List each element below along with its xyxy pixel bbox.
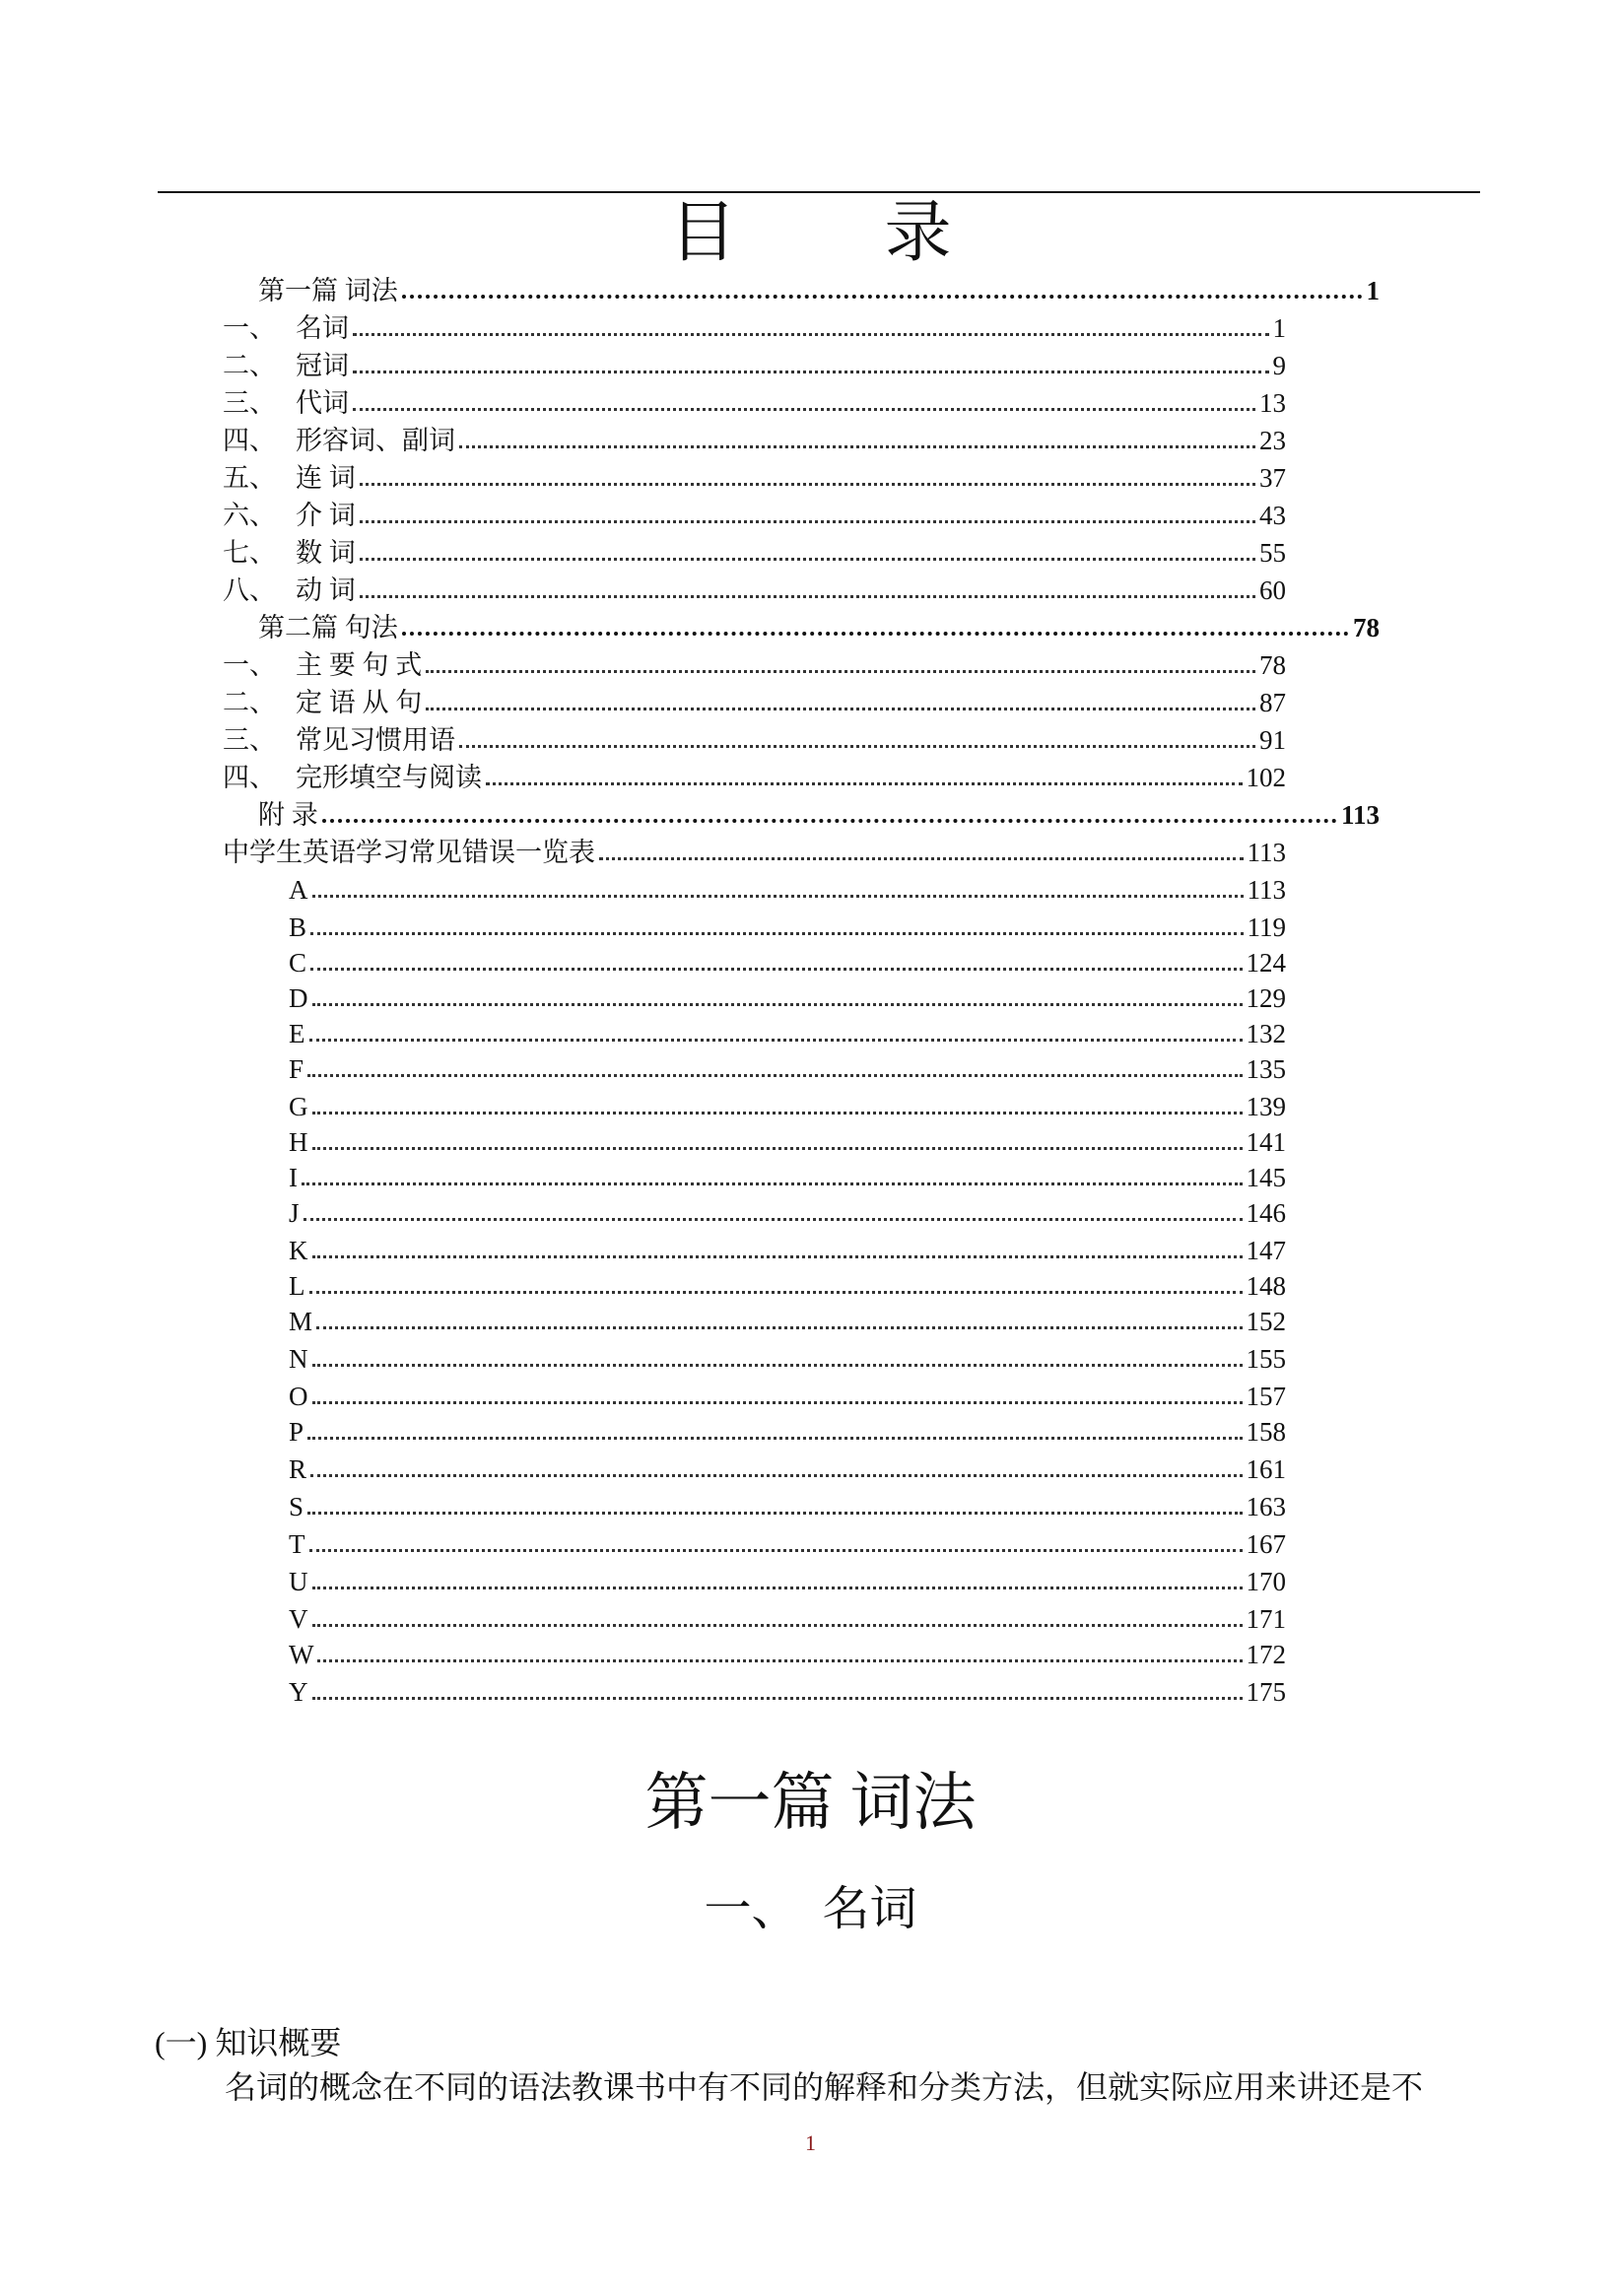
- toc-entry-page: 175: [1246, 1677, 1286, 1707]
- toc-dot-leader: [307, 1437, 1242, 1440]
- toc-entry-page: 87: [1259, 688, 1286, 717]
- toc-dot-leader: [360, 595, 1255, 598]
- toc-entry[interactable]: [223, 836, 1286, 869]
- toc-entry[interactable]: [289, 1125, 1286, 1159]
- toc-entry-label: A: [289, 875, 308, 905]
- toc-entry-label: E: [289, 1019, 305, 1048]
- toc-entry-label: G: [289, 1092, 308, 1121]
- toc-entry[interactable]: [223, 499, 1286, 532]
- toc-entry-page: 78: [1259, 650, 1286, 680]
- toc-entry[interactable]: [289, 1161, 1286, 1194]
- toc-entry[interactable]: [223, 723, 1286, 757]
- toc-entry-page: 147: [1246, 1236, 1286, 1265]
- toc-dot-leader: [304, 1218, 1243, 1221]
- toc-entry[interactable]: [289, 1675, 1286, 1709]
- toc-entry[interactable]: [223, 574, 1286, 607]
- toc-entry-number: 二、: [223, 351, 276, 380]
- toc-entry-page: 119: [1247, 912, 1286, 942]
- toc-entry-number: 一、: [223, 313, 276, 343]
- toc-dot-leader: [309, 1549, 1243, 1552]
- toc-entry[interactable]: [289, 1196, 1286, 1230]
- toc-entry-label: 附 录: [258, 800, 318, 830]
- toc-entry-page: 170: [1246, 1567, 1286, 1596]
- toc-entry-page: 43: [1259, 501, 1286, 530]
- toc-entry-label: 定 语 从 句: [296, 688, 423, 717]
- toc-entry-page: 1: [1366, 276, 1380, 305]
- toc-entry-page: 23: [1259, 426, 1286, 455]
- toc-dot-leader: [312, 895, 1244, 898]
- toc-entry-number: 四、: [223, 763, 276, 792]
- toc-dot-leader: [353, 371, 1269, 373]
- toc-entry-label: 动 词: [296, 575, 356, 605]
- toc-dot-leader: [310, 1474, 1242, 1477]
- toc-entry-label: 代词: [296, 388, 349, 418]
- toc-entry-page: 37: [1259, 463, 1286, 493]
- toc-entry-label: O: [289, 1382, 308, 1411]
- toc-entry-label: K: [289, 1236, 308, 1265]
- toc-dot-leader: [310, 932, 1243, 935]
- toc-title-char-2: 录: [884, 195, 952, 270]
- page-number: 1: [805, 2130, 816, 2155]
- toc-entry-label: 形容词、副词: [296, 426, 455, 455]
- toc-dot-leader: [312, 1401, 1243, 1404]
- toc-dot-leader: [426, 670, 1255, 673]
- toc-entry-page: 171: [1246, 1604, 1286, 1634]
- toc-dot-leader: [307, 1074, 1242, 1077]
- toc-entry[interactable]: [289, 946, 1286, 979]
- toc-entry-label: 第一篇 词法: [258, 276, 398, 305]
- toc-dot-leader: [312, 1003, 1243, 1006]
- toc-dot-leader: [599, 857, 1244, 860]
- toc-entry[interactable]: [289, 1602, 1286, 1636]
- toc-entry-label: I: [289, 1163, 298, 1192]
- toc-entry-page: 60: [1259, 575, 1286, 605]
- toc-entry[interactable]: [289, 1342, 1286, 1376]
- toc-entry-label: L: [289, 1271, 305, 1301]
- toc-entry-page: 145: [1246, 1163, 1286, 1192]
- toc-dot-leader: [312, 1624, 1243, 1627]
- toc-entry[interactable]: [223, 386, 1286, 420]
- toc-dot-leader: [312, 1255, 1243, 1258]
- toc-dot-leader: [360, 520, 1255, 523]
- toc-entry[interactable]: [289, 1415, 1286, 1449]
- toc-entry-label: P: [289, 1417, 304, 1447]
- toc-entry[interactable]: [289, 1269, 1286, 1303]
- toc-entry-page: 172: [1246, 1640, 1286, 1669]
- toc-entry-page: 113: [1247, 838, 1286, 867]
- toc-entry-page: 146: [1246, 1198, 1286, 1228]
- toc-entry[interactable]: [223, 686, 1286, 719]
- toc-entry-page: 102: [1246, 763, 1286, 792]
- toc-entry-label: U: [289, 1567, 308, 1596]
- toc-entry-label: 中学生英语学习常见错误一览表: [223, 838, 595, 867]
- toc-entry-number: 五、: [223, 463, 276, 493]
- toc-title-char-1: 目: [669, 195, 737, 270]
- toc-dot-leader: [312, 1147, 1243, 1150]
- toc-entry-page: 129: [1246, 983, 1286, 1013]
- toc-dot-leader: [360, 483, 1255, 486]
- toc-entry[interactable]: [289, 1452, 1286, 1486]
- toc-dot-leader: [307, 1512, 1242, 1515]
- toc-entry[interactable]: [289, 1380, 1286, 1413]
- toc-dot-leader: [322, 819, 1337, 823]
- toc-dot-leader: [353, 408, 1255, 411]
- toc-dot-leader: [317, 1659, 1242, 1662]
- toc-entry-page: 139: [1246, 1092, 1286, 1121]
- toc-entry[interactable]: [289, 1090, 1286, 1123]
- toc-entry[interactable]: [223, 761, 1286, 794]
- toc-entry-page: 113: [1340, 800, 1380, 830]
- toc-entry-page: 152: [1246, 1307, 1286, 1336]
- toc-dot-leader: [312, 1587, 1243, 1589]
- toc-entry-label: M: [289, 1307, 313, 1336]
- toc-entry-page: 157: [1246, 1382, 1286, 1411]
- chapter-heading: 一、 名词: [704, 1883, 917, 1935]
- toc-dot-leader: [312, 1697, 1243, 1700]
- toc-dot-leader: [360, 558, 1255, 561]
- toc-entry-label: D: [289, 983, 308, 1013]
- toc-entry[interactable]: [289, 981, 1286, 1015]
- toc-dot-leader: [309, 1291, 1243, 1294]
- toc-entry-label: S: [289, 1492, 304, 1521]
- toc-entry-label: W: [289, 1640, 314, 1669]
- toc-entry-number: 六、: [223, 501, 276, 530]
- toc-entry[interactable]: [258, 798, 1380, 832]
- toc-entry-label: B: [289, 912, 307, 942]
- toc-entry-label: 名词: [296, 313, 349, 343]
- toc-entry-label: 主 要 句 式: [296, 650, 423, 680]
- section-heading: (一) 知识概要: [155, 2025, 342, 2060]
- toc-entry[interactable]: [289, 1490, 1286, 1523]
- toc-entry-label: J: [289, 1198, 300, 1228]
- toc-entry-page: 135: [1246, 1054, 1286, 1084]
- toc-entry-page: 161: [1246, 1454, 1286, 1484]
- toc-entry[interactable]: [223, 648, 1286, 682]
- toc-entry[interactable]: [289, 1305, 1286, 1338]
- toc-entry-label: 数 词: [296, 538, 356, 568]
- toc-entry-label: F: [289, 1054, 304, 1084]
- toc-dot-leader: [310, 968, 1242, 971]
- toc-entry[interactable]: [289, 1527, 1286, 1561]
- body-paragraph: 名词的概念在不同的语法教课书中有不同的解释和分类方法，但就实际应用来讲还是不: [225, 2069, 1424, 2105]
- toc-entry-number: 二、: [223, 688, 276, 717]
- toc-entry[interactable]: [289, 1638, 1286, 1671]
- toc-entry-page: 132: [1246, 1019, 1286, 1048]
- toc-entry-label: 连 词: [296, 463, 356, 493]
- toc-dot-leader: [459, 745, 1255, 748]
- toc-entry-page: 1: [1272, 313, 1286, 343]
- toc-entry[interactable]: [258, 274, 1380, 307]
- toc-entry-label: C: [289, 948, 307, 978]
- toc-dot-leader: [316, 1326, 1242, 1329]
- toc-entry[interactable]: [289, 911, 1286, 944]
- toc-entry-label: R: [289, 1454, 307, 1484]
- toc-entry-label: 介 词: [296, 501, 356, 530]
- toc-dot-leader: [402, 632, 1349, 636]
- toc-dot-leader: [486, 782, 1243, 785]
- toc-entry-label: 常见习惯用语: [296, 725, 455, 755]
- toc-entry[interactable]: [289, 1565, 1286, 1598]
- toc-entry[interactable]: [223, 349, 1286, 382]
- toc-entry[interactable]: [223, 461, 1286, 495]
- toc-entry[interactable]: [258, 611, 1380, 644]
- toc-entry-page: 78: [1353, 613, 1380, 642]
- toc-dot-leader: [459, 445, 1255, 448]
- toc-dot-leader: [426, 708, 1255, 710]
- toc-entry[interactable]: [289, 873, 1286, 907]
- toc-entry[interactable]: [223, 311, 1286, 345]
- toc-entry-label: 完形填空与阅读: [296, 763, 482, 792]
- toc-entry-number: 七、: [223, 538, 276, 568]
- toc-entry-number: 一、: [223, 650, 276, 680]
- toc-entry-page: 163: [1246, 1492, 1286, 1521]
- toc-entry-label: H: [289, 1127, 308, 1157]
- toc-dot-leader: [302, 1182, 1243, 1185]
- toc-entry[interactable]: [289, 1017, 1286, 1050]
- toc-entry-number: 三、: [223, 725, 276, 755]
- toc-dot-leader: [312, 1112, 1243, 1114]
- toc-dot-leader: [353, 333, 1269, 336]
- toc-entry[interactable]: [223, 424, 1286, 457]
- toc-entry-page: 91: [1259, 725, 1286, 755]
- toc-entry-page: 167: [1246, 1529, 1286, 1559]
- toc-dot-leader: [312, 1364, 1243, 1367]
- toc-entry[interactable]: [289, 1052, 1286, 1086]
- part-heading: 第一篇 词法: [644, 1768, 977, 1838]
- toc-entry-page: 113: [1247, 875, 1286, 905]
- toc-entry-label: 冠词: [296, 351, 349, 380]
- toc-entry-page: 9: [1272, 351, 1286, 380]
- toc-entry-page: 55: [1259, 538, 1286, 568]
- toc-entry-page: 158: [1246, 1417, 1286, 1447]
- toc-entry-page: 148: [1246, 1271, 1286, 1301]
- toc-entry-label: Y: [289, 1677, 308, 1707]
- toc-entry-page: 141: [1246, 1127, 1286, 1157]
- toc-entry-page: 13: [1259, 388, 1286, 418]
- toc-entry-page: 124: [1246, 948, 1286, 978]
- toc-entry-label: N: [289, 1344, 308, 1374]
- toc-entry-page: 155: [1246, 1344, 1286, 1374]
- toc-entry[interactable]: [223, 536, 1286, 570]
- toc-entry-number: 四、: [223, 426, 276, 455]
- toc-entry-label: T: [289, 1529, 305, 1559]
- toc-entry-label: 第二篇 句法: [258, 613, 398, 642]
- toc-title: [0, 193, 1621, 272]
- toc-entry[interactable]: [289, 1234, 1286, 1267]
- toc-entry-number: 八、: [223, 575, 276, 605]
- toc-dot-leader: [309, 1039, 1243, 1042]
- toc-entry-label: V: [289, 1604, 308, 1634]
- toc-dot-leader: [402, 295, 1363, 299]
- toc-entry-number: 三、: [223, 388, 276, 418]
